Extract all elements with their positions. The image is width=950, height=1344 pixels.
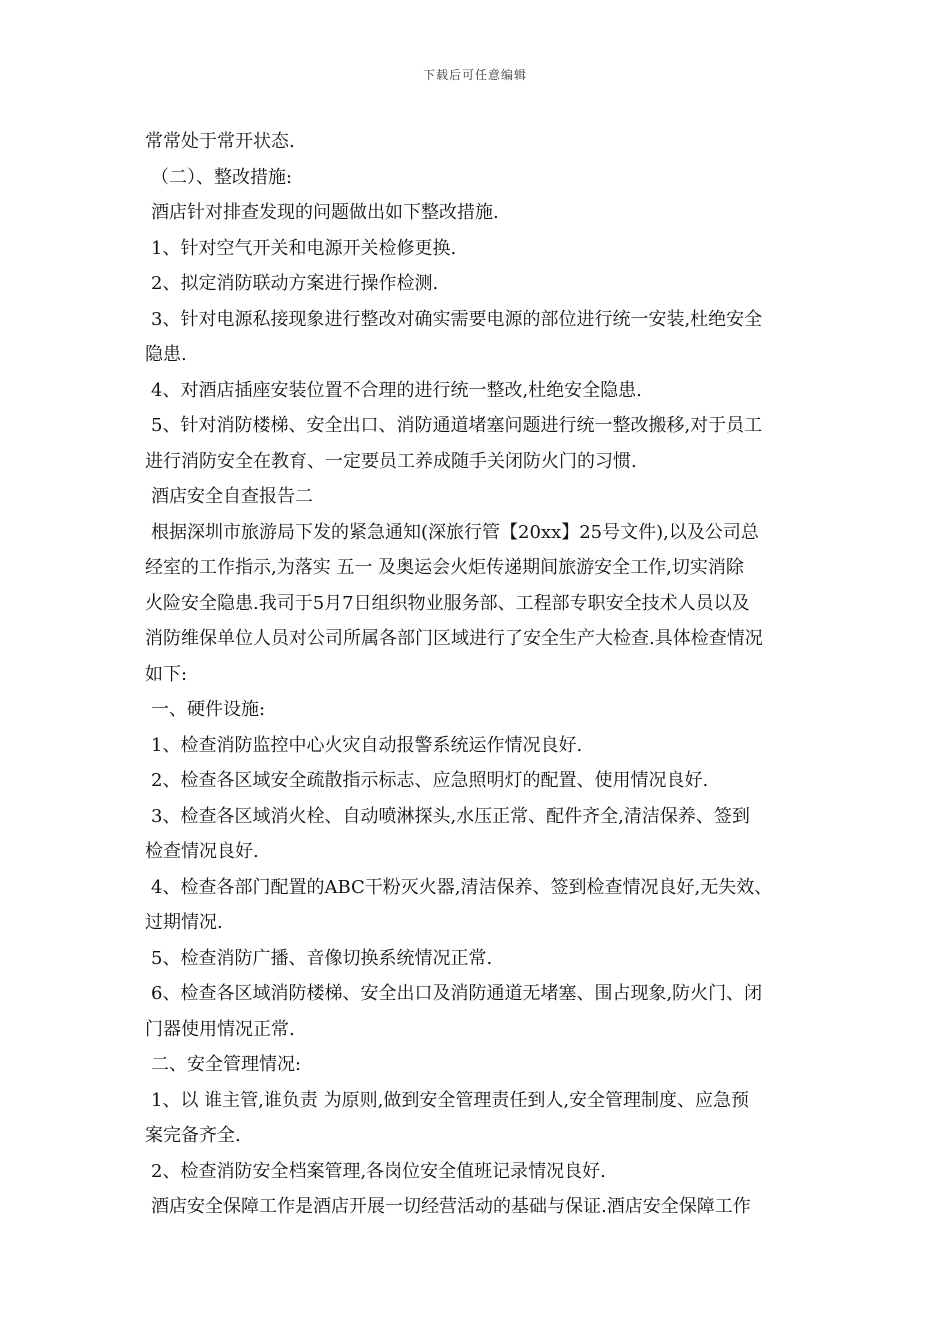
text-line: 如下: <box>145 663 188 685</box>
text-line: 2、检查各区域安全疏散指示标志、应急照明灯的配置、使用情况良好. <box>151 770 709 791</box>
text-line: 酒店针对排查发现的问题做出如下整改措施. <box>151 202 499 223</box>
text-line: 案完备齐全. <box>145 1125 241 1146</box>
text-line: 门器使用情况正常. <box>145 1018 295 1040</box>
text-line: 6、检查各区域消防楼梯、安全出口及消防通道无堵塞、围占现象,防火门、闭 <box>151 983 763 1004</box>
text-line: 1、以 谁主管,谁负责 为原则,做到安全管理责任到人,安全管理制度、应急预 <box>151 1089 750 1111</box>
text-line: 3、针对电源私接现象进行整改对确实需要电源的部位进行统一安装,杜绝安全 <box>151 308 763 330</box>
text-line: 过期情况. <box>145 912 223 933</box>
text-line: 1、检查消防监控中心火灾自动报警系统运作情况良好. <box>151 734 583 756</box>
text-line: 5、检查消防广播、音像切换系统情况正常. <box>151 947 493 969</box>
page-header: 下载后可任意编辑 <box>422 68 527 82</box>
text-line: 二、安全管理情况: <box>151 1054 302 1075</box>
text-line: 进行消防安全在教育、一定要员工养成随手关闭防火门的习惯. <box>145 450 637 472</box>
document-body <box>145 124 813 1225</box>
text-line: 根据深圳市旅游局下发的紧急通知(深旅行管【20xx】25号文件),以及公司总 <box>151 521 759 543</box>
text-line: 2、检查消防安全档案管理,各岗位安全值班记录情况良好. <box>151 1160 606 1182</box>
text-line: 一、硬件设施: <box>151 699 266 720</box>
text-line: 4、对酒店插座安装位置不合理的进行统一整改,杜绝安全隐患. <box>151 379 642 401</box>
text-line: 常常处于常开状态. <box>145 131 295 152</box>
text-line: 2、拟定消防联动方案进行操作检测. <box>151 273 439 294</box>
text-line: 5、针对消防楼梯、安全出口、消防通道堵塞问题进行统一整改搬移,对于员工 <box>151 415 763 436</box>
text-line: 3、检查各区域消火栓、自动喷淋探头,水压正常、配件齐全,清洁保养、签到 <box>151 805 750 827</box>
text-line: 酒店安全保障工作是酒店开展一切经营活动的基础与保证.酒店安全保障工作 <box>151 1196 751 1217</box>
text-line: 检查情况良好. <box>145 841 259 862</box>
text-line: 经室的工作指示,为落实 五一 及奥运会火炬传递期间旅游安全工作,切实消除 <box>145 557 744 578</box>
text-line: 隐患. <box>145 344 187 365</box>
text-line: （二）、整改措施: <box>151 166 293 188</box>
text-line: 火险安全隐患.我司于5月7日组织物业服务部、工程部专职安全技术人员以及 <box>145 592 750 614</box>
text-line: 1、针对空气开关和电源开关检修更换. <box>151 237 457 259</box>
text-line: 4、检查各部门配置的ABC干粉灭火器,清洁保养、签到检查情况良好,无失效、 <box>151 876 773 898</box>
text-line: 消防维保单位人员对公司所属各部门区域进行了安全生产大检查.具体检查情况 <box>145 628 763 649</box>
section-title: 酒店安全自查报告二 <box>151 486 313 507</box>
